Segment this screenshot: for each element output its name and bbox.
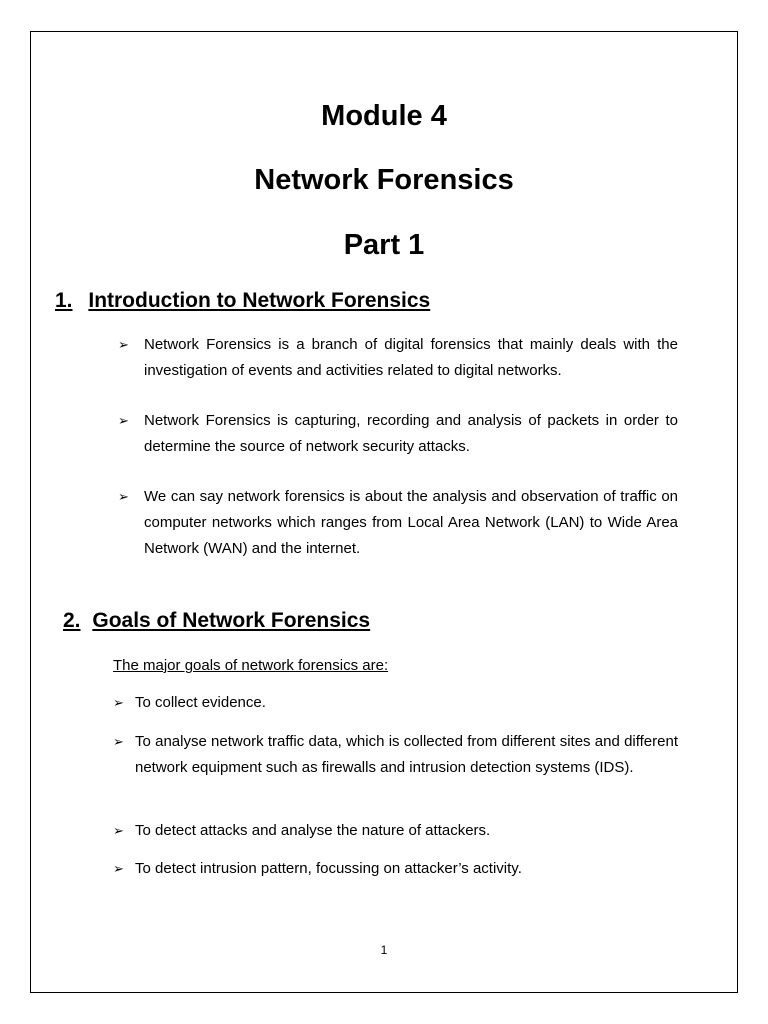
section2-bullet-3	[113, 818, 678, 844]
section2-intro: The major goals of network forensics are:	[113, 657, 389, 674]
bullet-text: To detect attacks and analyse the nature of attackers.	[135, 822, 491, 839]
section1-heading	[55, 288, 430, 314]
bullet-arrow-icon: ➢	[118, 337, 129, 352]
bullet-arrow-icon: ➢	[118, 413, 129, 428]
bullet-text: To collect evidence.	[135, 694, 266, 711]
section1-bullet-2	[118, 408, 678, 460]
bullet-text: Network Forensics is a branch of digital forensics that mainly deals with the investigation of events and activities related to digital networks.	[144, 336, 678, 379]
section1-number: 1.	[55, 289, 73, 312]
bullet-text: To analyse network traffic data, which is collected from different sites and different network equipment such as firewalls and intrusion detection systems (IDS).	[135, 733, 678, 776]
section2-bullet-4	[113, 856, 678, 882]
section1-bullet-1	[118, 332, 678, 384]
section2-title: Goals of Network Forensics	[92, 609, 371, 632]
bullet-arrow-icon: ➢	[113, 695, 124, 710]
bullet-arrow-icon: ➢	[118, 489, 129, 504]
subject-title: Network Forensics	[254, 164, 514, 196]
section1-title: Introduction to Network Forensics	[88, 289, 431, 312]
section1-bullet-3	[118, 484, 678, 562]
bullet-text: We can say network forensics is about the analysis and observation of traffic on computer networks which ranges from Local Area Network (LAN) to Wide Area Network (WAN) and the internet.	[144, 488, 678, 557]
bullet-text: Network Forensics is capturing, recording and analysis of packets in order to determine the source of network security attacks.	[144, 412, 678, 455]
section2-bullet-2	[113, 729, 678, 781]
page-number: 1	[380, 943, 388, 957]
part-title: Part 1	[343, 229, 425, 261]
section2-number: 2.	[63, 609, 81, 632]
bullet-text: To detect intrusion pattern, focussing on attacker’s activity.	[135, 860, 522, 877]
section2-heading	[63, 608, 370, 634]
bullet-arrow-icon: ➢	[113, 861, 124, 876]
module-title: Module 4	[321, 100, 447, 132]
bullet-arrow-icon: ➢	[113, 823, 124, 838]
bullet-arrow-icon: ➢	[113, 734, 124, 749]
section2-bullet-1	[113, 690, 678, 716]
